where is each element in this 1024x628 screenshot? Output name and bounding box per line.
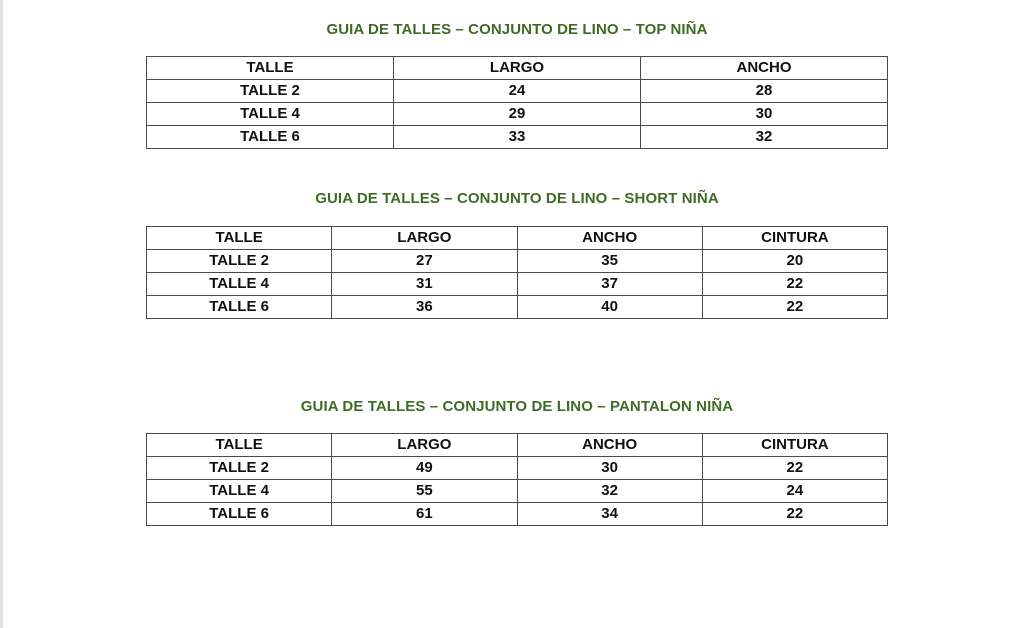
table-cell: 22 [702, 273, 887, 296]
table-row [147, 296, 888, 319]
table-cell: TALLE 4 [147, 480, 332, 503]
top-size-table [146, 56, 888, 149]
table-header-row [147, 227, 888, 250]
table-cell: 61 [332, 503, 517, 526]
header-cell: ANCHO [517, 227, 702, 250]
table-cell: 30 [641, 103, 888, 126]
table-cell: 22 [702, 296, 887, 319]
table-cell: 24 [702, 480, 887, 503]
table-cell: 36 [332, 296, 517, 319]
table-row [147, 103, 888, 126]
table-cell: 22 [702, 457, 887, 480]
table-cell: TALLE 6 [147, 296, 332, 319]
table-cell: 22 [702, 503, 887, 526]
header-cell: LARGO [394, 57, 641, 80]
header-cell: TALLE [147, 57, 394, 80]
pantalon-size-guide-title: GUIA DE TALLES – CONJUNTO DE LINO – PANTALON NIÑA [300, 398, 734, 415]
table-cell: 37 [517, 273, 702, 296]
table-cell: TALLE 6 [147, 503, 332, 526]
table-cell: TALLE 4 [147, 273, 332, 296]
table-cell: TALLE 2 [147, 250, 332, 273]
table-row [147, 250, 888, 273]
table-row [147, 480, 888, 503]
table-cell: 35 [517, 250, 702, 273]
header-cell: TALLE [147, 434, 332, 457]
header-cell: TALLE [147, 227, 332, 250]
table-cell: 32 [517, 480, 702, 503]
table-cell: TALLE 2 [147, 457, 332, 480]
table-cell: 33 [394, 126, 641, 149]
table-header-row [147, 434, 888, 457]
table-row [147, 273, 888, 296]
short-size-table [146, 226, 888, 319]
table-cell: 32 [641, 126, 888, 149]
table-row [147, 80, 888, 103]
table-cell: TALLE 6 [147, 126, 394, 149]
table-cell: 29 [394, 103, 641, 126]
header-cell: CINTURA [702, 227, 887, 250]
header-cell: LARGO [332, 434, 517, 457]
table-cell: 40 [517, 296, 702, 319]
header-cell: LARGO [332, 227, 517, 250]
table-cell: TALLE 2 [147, 80, 394, 103]
table-cell: 49 [332, 457, 517, 480]
pantalon-size-table [146, 433, 888, 526]
table-cell: 31 [332, 273, 517, 296]
top-size-guide-title: GUIA DE TALLES – CONJUNTO DE LINO – TOP NIÑA [326, 21, 708, 38]
short-size-guide-title: GUIA DE TALLES – CONJUNTO DE LINO – SHORT NIÑA [315, 190, 719, 207]
table-cell: 34 [517, 503, 702, 526]
table-cell: 30 [517, 457, 702, 480]
table-row [147, 126, 888, 149]
table-cell: 27 [332, 250, 517, 273]
table-row [147, 503, 888, 526]
page-edge-divider [0, 0, 3, 628]
table-cell: 20 [702, 250, 887, 273]
table-header-row [147, 57, 888, 80]
header-cell: CINTURA [702, 434, 887, 457]
table-cell: 28 [641, 80, 888, 103]
header-cell: ANCHO [517, 434, 702, 457]
table-row [147, 457, 888, 480]
table-cell: TALLE 4 [147, 103, 394, 126]
header-cell: ANCHO [641, 57, 888, 80]
table-cell: 55 [332, 480, 517, 503]
table-cell: 24 [394, 80, 641, 103]
